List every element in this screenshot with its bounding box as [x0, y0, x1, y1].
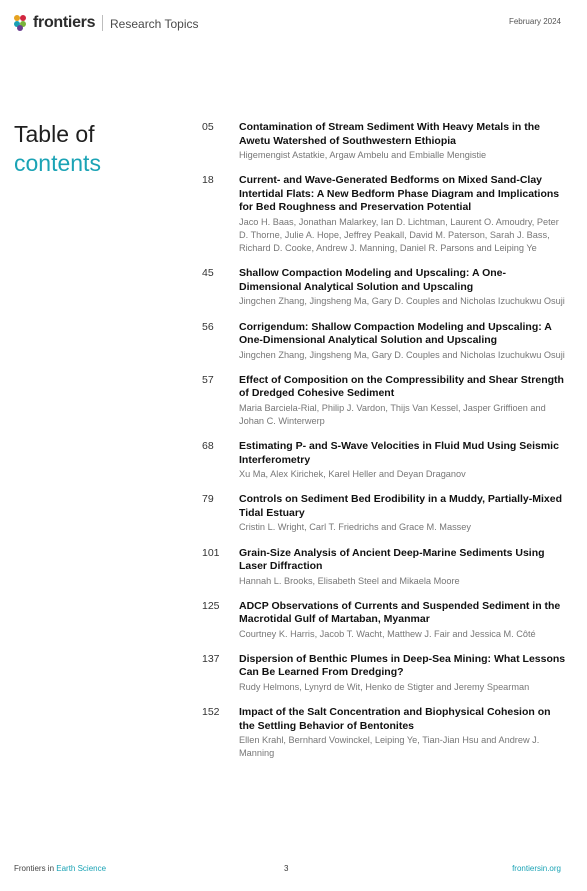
toc-entry-authors: Courtney K. Harris, Jacob T. Wacht, Matthew J. Fair and Jessica M. Côté — [239, 628, 536, 639]
footer-page-number: 3 — [284, 864, 289, 873]
footer-site-link[interactable]: frontiersin.org — [512, 864, 561, 873]
toc-entry-authors: Rudy Helmons, Lynyrd de Wit, Henko de Stigter and Jeremy Spearman — [239, 681, 530, 692]
toc-entry-page: 56 — [202, 320, 214, 333]
footer-journal-link[interactable]: Earth Science — [56, 864, 107, 873]
frontiers-logo-icon — [14, 15, 30, 31]
toc-entry-title[interactable]: Estimating P- and S-Wave Velocities in Fluid Mud Using Seismic Interferometry — [239, 440, 559, 466]
toc-entry-title[interactable]: Shallow Compaction Modeling and Upscaling: A One-Dimensional Analytical Solution and Upscaling — [239, 267, 506, 293]
toc-entry-page: 18 — [202, 174, 214, 187]
toc-entry-title[interactable]: Grain-Size Analysis of Ancient Deep-Marine Sediments Using Laser Diffraction — [239, 546, 545, 573]
toc-entry[interactable] — [202, 653, 566, 694]
logo-text: frontiers — [33, 14, 96, 31]
toc-entry[interactable] — [202, 600, 566, 641]
toc-entry[interactable] — [202, 493, 566, 534]
toc-heading — [14, 120, 101, 178]
toc-entry[interactable] — [202, 121, 566, 162]
header-divider — [102, 15, 103, 31]
footer-journal-prefix: Frontiers in — [14, 864, 55, 873]
toc-entry-authors: Hannah L. Brooks, Elisabeth Steel and Mikaela Moore — [239, 575, 460, 586]
toc-entry-title[interactable]: Controls on Sediment Bed Erodibility in a Muddy, Partially-Mixed Tidal Estuary — [239, 493, 563, 519]
toc-entry[interactable] — [202, 174, 566, 255]
publication-date: February 2024 — [508, 17, 561, 26]
toc-entry-title[interactable]: Contamination of Stream Sediment With Heavy Metals in the Awetu Watershed of Southwestern Ethiopia — [239, 121, 540, 147]
toc-entry-page: 125 — [202, 599, 220, 612]
toc-entry[interactable] — [202, 267, 566, 308]
toc-entry-title[interactable]: ADCP Observations of Currents and Suspended Sediment in the Macrotidal Gulf of Martaban, Myanmar — [239, 599, 561, 626]
toc-entry-authors: Maria Barciela-Rial, Philip J. Vardon, Thijs Van Kessel, Jasper Griffioen and Johan C. Winterwerp — [239, 402, 546, 426]
page-header — [14, 12, 561, 36]
toc-entry-title[interactable]: Impact of the Salt Concentration and Biophysical Cohesion on the Settling Behavior of Bentonites — [239, 706, 551, 732]
toc-entry-page: 05 — [202, 121, 214, 133]
toc-entry[interactable] — [202, 321, 566, 362]
toc-heading-line2: contents — [14, 150, 101, 176]
toc-entry-page: 68 — [202, 440, 214, 453]
toc-entry[interactable] — [202, 547, 566, 588]
toc-entry-authors: Jingchen Zhang, Jingsheng Ma, Gary D. Couples and Nicholas Izuchukwu Osuji — [239, 296, 565, 307]
toc-list — [202, 121, 566, 773]
page-footer — [14, 864, 561, 876]
toc-entry-page: 152 — [202, 706, 220, 719]
toc-entry[interactable] — [202, 440, 566, 481]
toc-entry[interactable] — [202, 374, 566, 428]
footer-journal — [14, 864, 106, 873]
toc-entry-authors: Higemengist Astatkie, Argaw Ambelu and Embialle Mengistie — [239, 150, 487, 160]
toc-entry-page: 45 — [202, 267, 214, 280]
toc-entry-page: 101 — [202, 546, 220, 559]
toc-entry-page: 137 — [202, 652, 220, 665]
toc-entry-title[interactable]: Effect of Composition on the Compressibility and Shear Strength of Dredged Cohesive Sediment — [239, 373, 564, 400]
toc-entry-authors: Xu Ma, Alex Kirichek, Karel Heller and Deyan Draganov — [239, 469, 466, 480]
toc-entry-title[interactable]: Corrigendum: Shallow Compaction Modeling and Upscaling: A One-Dimensional Analytical Solution and Upscaling — [239, 320, 552, 347]
frontiers-logo[interactable] — [14, 14, 95, 32]
toc-entry-authors: Jaco H. Baas, Jonathan Malarkey, Ian D. Lichtman, Laurent O. Amoudry, Peter D. Thorne, Julie A. Hope, Jeffrey Peakall, David M. Paterson, Sarah J. Bass, Richard D. Cooke, Andrew J. Manning, Daniel R. Parsons and Leiping Ye — [239, 216, 559, 254]
toc-heading-line1: Table of — [14, 121, 95, 147]
toc-entry-title[interactable]: Dispersion of Benthic Plumes in Deep-Sea Mining: What Lessons Can Be Learned From Dredging? — [239, 652, 566, 679]
toc-entry-authors: Ellen Krahl, Bernhard Vowinckel, Leiping Ye, Tian-Jian Hsu and Andrew J. Manning — [239, 735, 540, 759]
toc-entry-authors: Cristin L. Wright, Carl T. Friedrichs and Grace M. Massey — [239, 522, 471, 533]
section-label: Research Topics — [110, 17, 199, 31]
toc-entry-authors: Jingchen Zhang, Jingsheng Ma, Gary D. Couples and Nicholas Izuchukwu Osuji — [239, 349, 565, 360]
toc-entry-page: 57 — [202, 373, 214, 386]
toc-entry[interactable] — [202, 706, 566, 760]
toc-entry-title[interactable]: Current- and Wave-Generated Bedforms on Mixed Sand-Clay Intertidal Flats: A New Bedform Phase Diagram and Implications for Bed Roughness and Preservation Potential — [239, 174, 560, 214]
toc-entry-page: 79 — [202, 493, 214, 506]
